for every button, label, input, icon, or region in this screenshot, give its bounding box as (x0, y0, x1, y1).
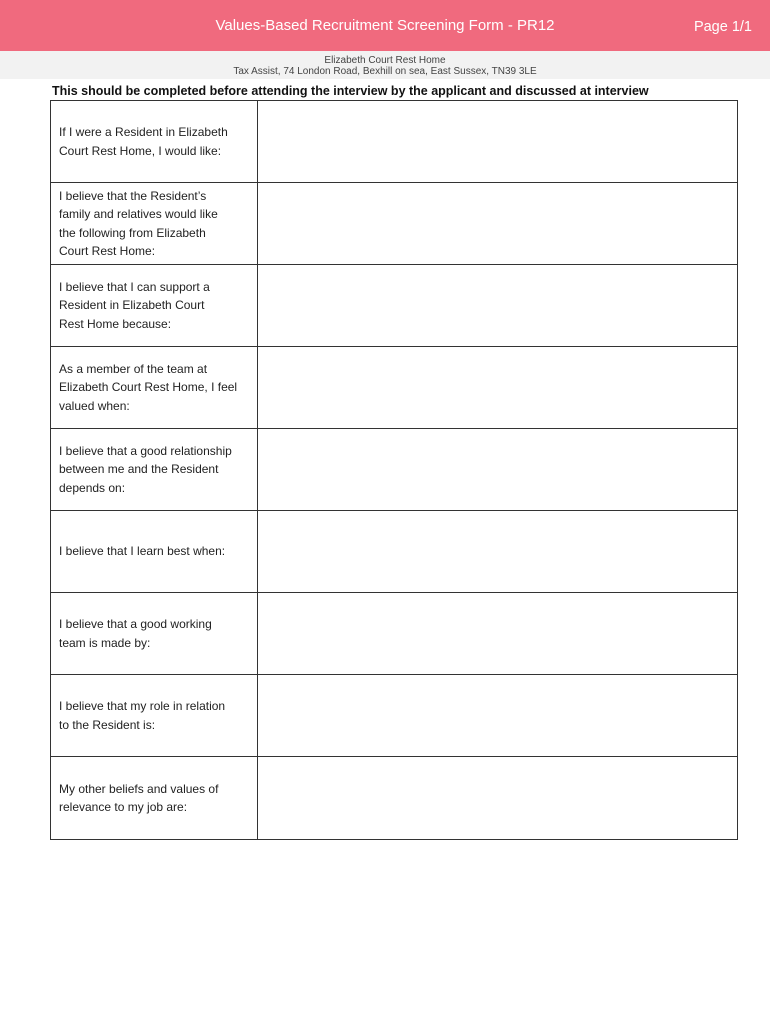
question-label-cell (51, 183, 258, 264)
question-label: I believe that a good relationship between me and the Resident depends on: (59, 443, 232, 495)
question-table (50, 100, 738, 840)
question-label: I believe that my role in relation to the Resident is: (59, 699, 226, 732)
answer-field[interactable] (258, 183, 737, 264)
question-label: I believe that the Resident’s family and relatives would like the following from Elizabeth Court Rest Home: (59, 188, 218, 258)
answer-field[interactable] (258, 347, 737, 428)
answer-field[interactable] (258, 265, 737, 346)
question-row (51, 511, 737, 593)
question-label-cell (51, 265, 258, 346)
question-label-cell (51, 757, 258, 839)
question-label: As a member of the team at Elizabeth Court Rest Home, I feel valued when: (59, 361, 238, 413)
question-label-cell (51, 429, 258, 510)
question-label: I believe that I learn best when: (59, 544, 226, 559)
answer-field[interactable] (258, 675, 737, 756)
question-label-cell (51, 593, 258, 674)
question-row (51, 347, 737, 429)
answer-field[interactable] (258, 593, 737, 674)
question-row (51, 101, 737, 183)
question-row (51, 757, 737, 839)
question-label-cell (51, 347, 258, 428)
organization-band (0, 51, 770, 79)
instruction-text: This should be completed before attending the interview by the applicant and discussed at interview (52, 84, 649, 98)
question-label-cell (51, 101, 258, 182)
form-title: Values-Based Recruitment Screening Form - PR12 (215, 17, 555, 34)
answer-field[interactable] (258, 757, 737, 839)
question-row (51, 265, 737, 347)
question-label: If I were a Resident in Elizabeth Court Rest Home, I would like: (59, 125, 228, 158)
question-label-cell (51, 675, 258, 756)
organization-address: Tax Assist, 74 London Road, Bexhill on sea, East Sussex, TN39 3LE (233, 66, 537, 77)
answer-field[interactable] (258, 429, 737, 510)
question-label: I believe that I can support a Resident in Elizabeth Court Rest Home because: (59, 279, 210, 331)
question-row (51, 593, 737, 675)
question-label: My other beliefs and values of relevance to my job are: (59, 781, 219, 814)
question-row (51, 429, 737, 511)
organization-name: Elizabeth Court Rest Home (324, 55, 446, 66)
question-label: I believe that a good working team is made by: (59, 617, 212, 650)
question-row (51, 183, 737, 265)
question-row (51, 675, 737, 757)
page-indicator: Page 1/1 (693, 19, 752, 35)
answer-field[interactable] (258, 101, 737, 182)
answer-field[interactable] (258, 511, 737, 592)
question-label-cell (51, 511, 258, 592)
